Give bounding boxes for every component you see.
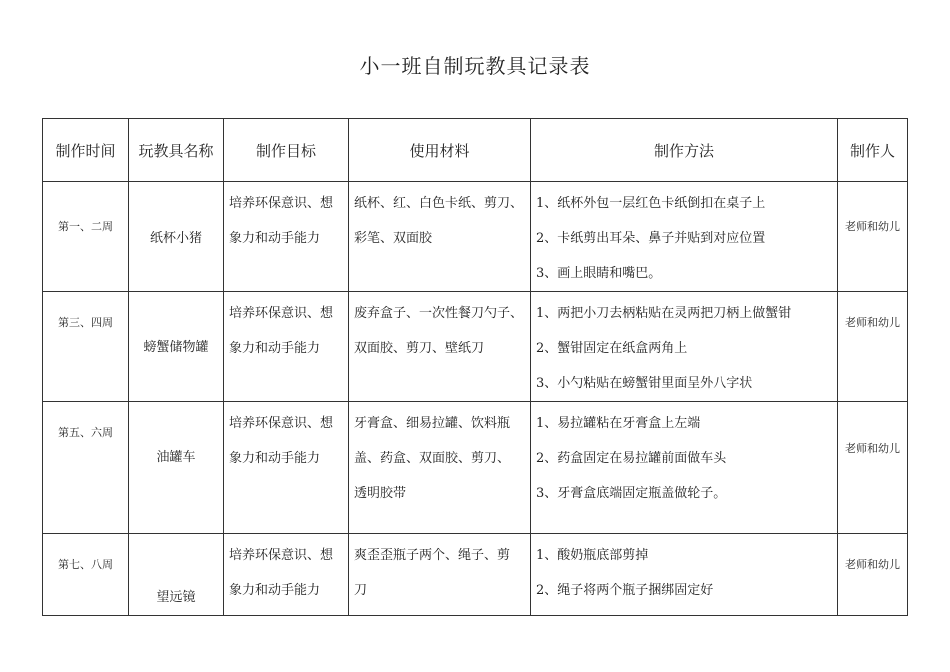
method-step: 3、小勺粘贴在螃蟹钳里面呈外八字状 [536,376,753,391]
header-maker: 制作人 [838,119,908,182]
row-goal [224,292,349,402]
method-step: 2、药盒固定在易拉罐前面做车头 [536,451,727,466]
goal-line: 象力和动手能力 [229,583,321,598]
row-time: 第七、八周 [43,534,129,616]
row-maker: 老师和幼儿 [838,402,908,534]
materials-line: 盖、药盒、双面胶、剪刀、 [354,451,511,466]
materials-line: 爽歪歪瓶子两个、绳子、剪 [354,548,511,563]
materials-line: 双面胶、剪刀、壁纸刀 [354,341,485,356]
materials-line: 牙膏盒、细易拉罐、饮料瓶 [354,416,511,431]
header-method: 制作方法 [531,119,838,182]
goal-line: 象力和动手能力 [229,451,321,466]
row-method [531,402,838,534]
method-step: 1、酸奶瓶底部剪掉 [536,548,649,563]
row-goal [224,182,349,292]
goal-line: 培养环保意识、想 [229,196,334,211]
method-step: 2、卡纸剪出耳朵、鼻子并贴到对应位置 [536,231,766,246]
row-time: 第一、二周 [43,182,129,292]
method-step: 2、蟹钳固定在纸盒两角上 [536,341,688,356]
row-toy-name: 螃蟹储物罐 [129,292,224,402]
table-row [43,402,908,534]
header-materials: 使用材料 [349,119,531,182]
materials-line: 纸杯、红、白色卡纸、剪刀、 [354,196,524,211]
method-step: 1、纸杯外包一层红色卡纸倒扣在桌子上 [536,196,766,211]
materials-line: 废弃盒子、一次性餐刀勺子、 [354,306,524,321]
row-materials [349,292,531,402]
row-materials [349,534,531,616]
record-table [42,118,908,616]
row-toy-name: 望远镜 [129,534,224,616]
row-goal [224,402,349,534]
page-title: 小一班自制玩教具记录表 [359,54,591,78]
row-time: 第三、四周 [43,292,129,402]
materials-line: 彩笔、双面胶 [354,231,433,246]
goal-line: 象力和动手能力 [229,231,321,246]
row-time: 第五、六周 [43,402,129,534]
goal-line: 培养环保意识、想 [229,306,334,321]
header-time: 制作时间 [43,119,129,182]
row-maker: 老师和幼儿 [838,534,908,616]
row-maker: 老师和幼儿 [838,292,908,402]
method-step: 3、牙膏盒底端固定瓶盖做轮子。 [536,486,727,501]
goal-line: 培养环保意识、想 [229,548,334,563]
goal-line: 培养环保意识、想 [229,416,334,431]
row-materials [349,182,531,292]
header-goal: 制作目标 [224,119,349,182]
materials-line: 刀 [354,583,368,598]
method-step: 2、绳子将两个瓶子捆绑固定好 [536,583,714,598]
row-goal [224,534,349,616]
row-method [531,292,838,402]
row-method [531,182,838,292]
row-materials [349,402,531,534]
header-name: 玩教具名称 [129,119,224,182]
row-toy-name: 油罐车 [129,402,224,534]
method-step: 1、两把小刀去柄粘贴在灵两把刀柄上做蟹钳 [536,306,792,321]
table-row [43,534,908,616]
method-step: 3、画上眼睛和嘴巴。 [536,266,662,281]
row-method [531,534,838,616]
row-maker: 老师和幼儿 [838,182,908,292]
materials-line: 透明胶带 [354,486,407,501]
method-step: 1、易拉罐粘在牙膏盒上左端 [536,416,701,431]
goal-line: 象力和动手能力 [229,341,321,356]
row-toy-name: 纸杯小猪 [129,182,224,292]
table-row [43,182,908,292]
table-row [43,292,908,402]
table-header-row [43,119,908,182]
